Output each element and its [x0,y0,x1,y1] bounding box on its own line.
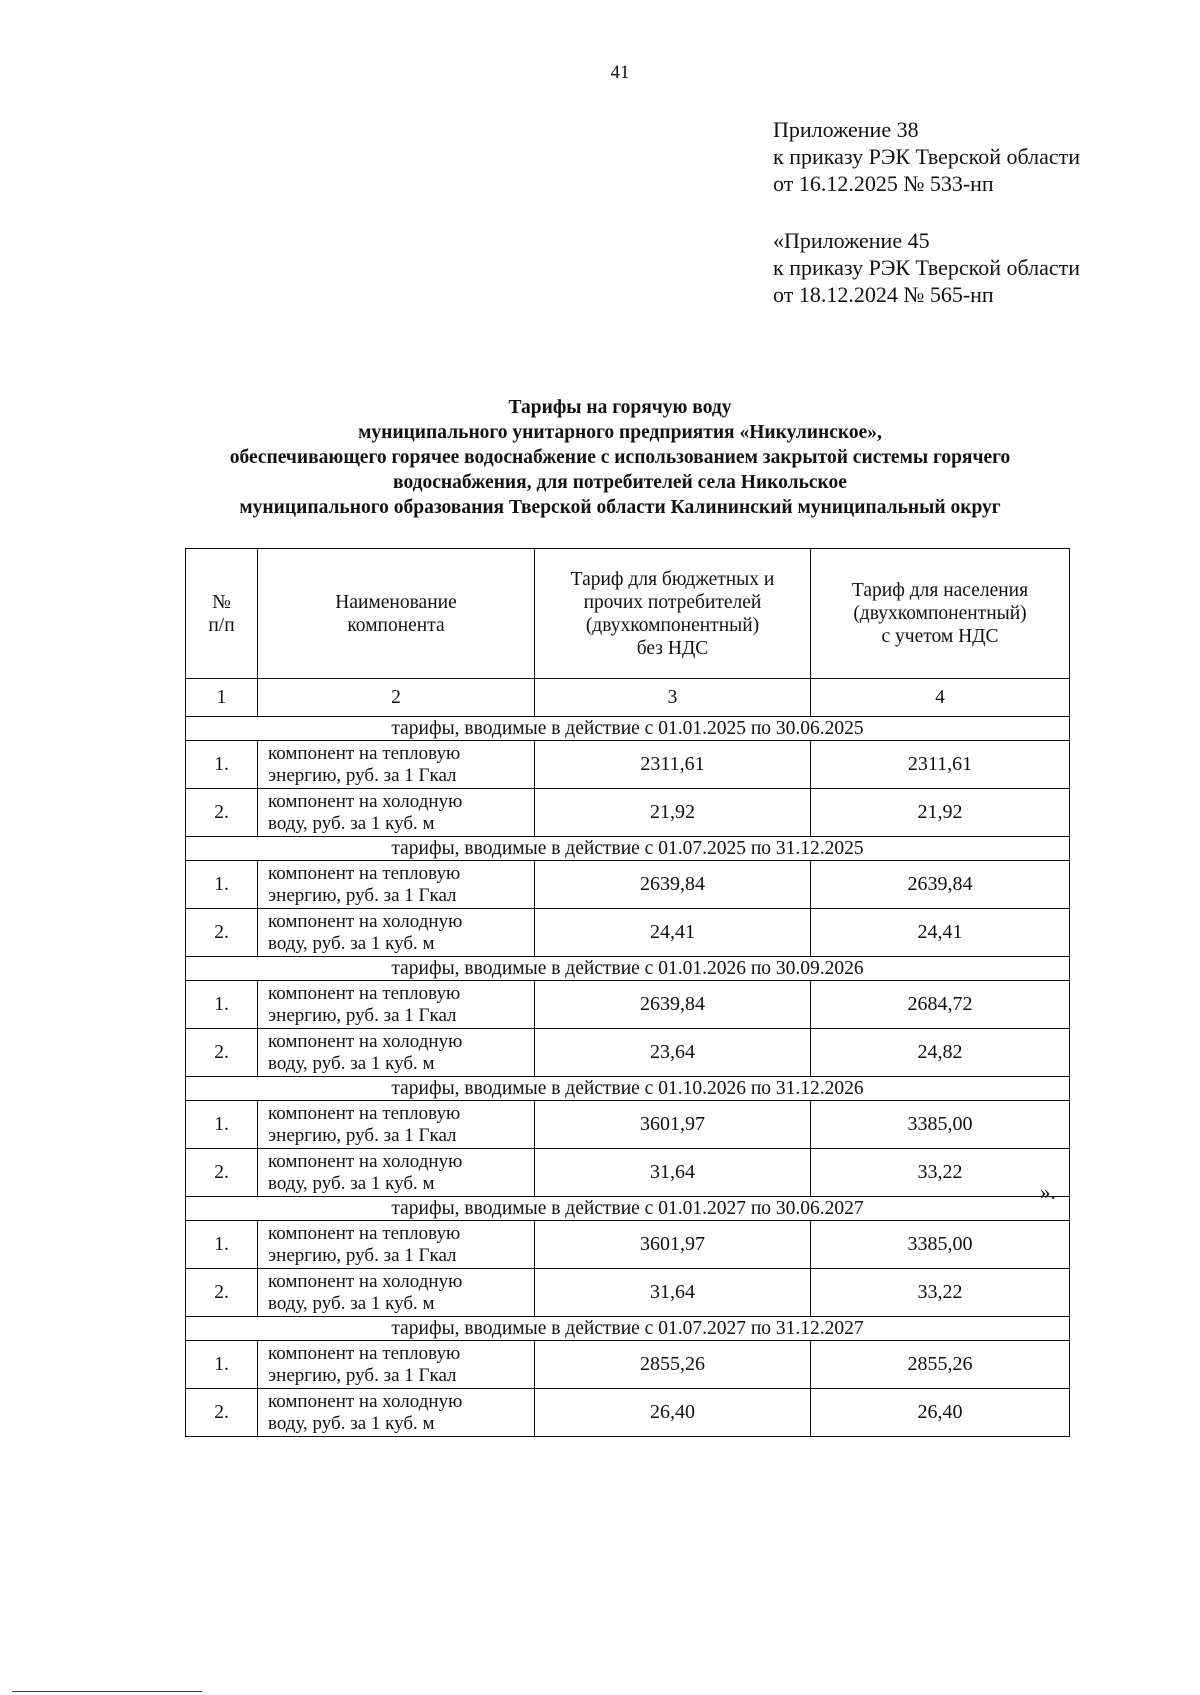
component-name-line: воду, руб. за 1 куб. м [268,1172,435,1194]
budget-tariff-value: 31,64 [535,1269,811,1317]
component-name-line: компонент на холодную [268,1270,463,1292]
component-name [258,741,535,789]
budget-tariff-value: 2639,84 [535,981,811,1029]
population-tariff-value: 33,22 [811,1269,1070,1317]
budget-tariff-value: 3601,97 [535,1101,811,1149]
component-name-line: компонент на холодную [268,790,463,812]
period-row [186,1077,1070,1101]
header-budget-line: Тариф для бюджетных и [570,568,775,590]
component-name-line: компонент на тепловую [268,1222,461,1244]
component-name-line: компонент на тепловую [268,1342,461,1364]
column-number-row [186,679,1070,717]
period-label: тарифы, вводимые в действие с 01.07.2027 по 31.12.2027 [186,1317,1070,1341]
component-name [258,981,535,1029]
component-name-line: компонент на тепловую [268,982,461,1004]
component-name [258,1221,535,1269]
period-label: тарифы, вводимые в действие с 01.10.2026 по 31.12.2026 [186,1077,1070,1101]
title-line: муниципального образования Тверской области Калининский муниципальный округ [239,497,1001,518]
header-population-line: с учетом НДС [881,626,999,647]
title-line: муниципального унитарного предприятия «Никулинское», [358,422,882,443]
table-header-row [186,549,1070,679]
population-tariff-value: 24,41 [811,909,1070,957]
table-row [186,981,1070,1029]
population-tariff-value: 2639,84 [811,861,1070,909]
period-row [186,837,1070,861]
row-number: 1. [186,1101,258,1149]
table-row [186,1029,1070,1077]
budget-tariff-value: 21,92 [535,789,811,837]
component-name-line: компонент на тепловую [268,742,461,764]
table-row [186,1101,1070,1149]
component-name-line: компонент на холодную [268,1390,463,1412]
component-name [258,1029,535,1077]
component-name [258,1269,535,1317]
row-number: 2. [186,909,258,957]
appendix-original-block [773,227,1080,308]
table-row [186,1341,1070,1389]
header-budget-line: (двухкомпонентный) [585,614,760,636]
title-line: Тарифы на горячую воду [508,397,732,418]
population-tariff-value: 3385,00 [811,1101,1070,1149]
row-number: 1. [186,1221,258,1269]
component-name-line: энергию, руб. за 1 Гкал [268,884,457,906]
appendix-current-line-3: от 16.12.2025 № 533-нп [773,171,994,196]
component-name-line: компонент на тепловую [268,1102,461,1124]
component-name-line: компонент на холодную [268,910,463,932]
row-number: 2. [186,1269,258,1317]
table-row [186,861,1070,909]
population-tariff-value: 26,40 [811,1389,1070,1437]
budget-tariff-value: 2639,84 [535,861,811,909]
title-line: обеспечивающего горячее водоснабжение с использованием закрытой системы горячего [229,447,1011,468]
budget-tariff-value: 31,64 [535,1149,811,1197]
column-number: 2 [258,679,535,717]
component-name-line: компонент на холодную [268,1150,463,1172]
closing-quote-mark: ». [1040,1180,1056,1204]
component-name [258,1389,535,1437]
component-name-line: энергию, руб. за 1 Гкал [268,1004,457,1026]
period-label: тарифы, вводимые в действие с 01.01.2025 по 30.06.2025 [186,717,1070,741]
budget-tariff-value: 2311,61 [535,741,811,789]
header-component-name [258,549,535,679]
component-name-line: воду, руб. за 1 куб. м [268,1412,435,1434]
appendix-current-line-2: к приказу РЭК Тверской области [773,144,1081,169]
header-budget-line: без НДС [636,637,709,659]
population-tariff-value: 2311,61 [811,741,1070,789]
document-title [150,395,1090,520]
component-name-line: энергию, руб. за 1 Гкал [268,764,457,786]
table-row [186,741,1070,789]
component-name-line: компонент на тепловую [268,862,461,884]
header-population-tariff [811,549,1070,679]
component-name-line: энергию, руб. за 1 Гкал [268,1364,457,1386]
appendix-original-line-2: к приказу РЭК Тверской области [773,255,1081,280]
component-name-line: энергию, руб. за 1 Гкал [268,1244,457,1266]
header-population-line: (двухкомпонентный) [853,603,1027,624]
table-row [186,789,1070,837]
table-row [186,1269,1070,1317]
header-population-line: Тариф для населения [851,580,1029,601]
title-line: водоснабжения, для потребителей села Никольское [393,472,847,493]
footer-divider [12,1691,202,1692]
table-row [186,1389,1070,1437]
appendix-current-block [773,116,1080,197]
period-row [186,1197,1070,1221]
header-number [186,549,258,679]
row-number: 1. [186,741,258,789]
budget-tariff-value: 3601,97 [535,1221,811,1269]
header-number-line: п/п [208,614,235,636]
header-component-line: Наименование [335,591,457,613]
header-budget-line: прочих потребителей [583,591,762,613]
component-name [258,1149,535,1197]
period-label: тарифы, вводимые в действие с 01.07.2025 по 31.12.2025 [186,837,1070,861]
table-row [186,1149,1070,1197]
appendix-original-line-3: от 18.12.2024 № 565-нп [773,282,994,307]
page-number: 41 [610,62,630,83]
component-name [258,1341,535,1389]
component-name-line: воду, руб. за 1 куб. м [268,1292,435,1314]
budget-tariff-value: 26,40 [535,1389,811,1437]
component-name [258,909,535,957]
period-label: тарифы, вводимые в действие с 01.01.2026 по 30.09.2026 [186,957,1070,981]
tariff-table [185,548,1070,1437]
component-name-line: воду, руб. за 1 куб. м [268,1052,435,1074]
component-name [258,1101,535,1149]
component-name-line: энергию, руб. за 1 Гкал [268,1124,457,1146]
population-tariff-value: 2855,26 [811,1341,1070,1389]
header-budget-tariff [535,549,811,679]
period-row [186,957,1070,981]
header-component-line: компонента [347,614,445,636]
row-number: 1. [186,1341,258,1389]
column-number: 3 [535,679,811,717]
column-number: 1 [186,679,258,717]
component-name-line: воду, руб. за 1 куб. м [268,932,435,954]
row-number: 2. [186,789,258,837]
component-name [258,789,535,837]
population-tariff-value: 24,82 [811,1029,1070,1077]
table-row [186,909,1070,957]
budget-tariff-value: 23,64 [535,1029,811,1077]
period-label: тарифы, вводимые в действие с 01.01.2027 по 30.06.2027 [186,1197,1070,1221]
header-number-line: № [212,591,231,613]
period-row [186,717,1070,741]
row-number: 1. [186,861,258,909]
row-number: 1. [186,981,258,1029]
budget-tariff-value: 24,41 [535,909,811,957]
population-tariff-value: 21,92 [811,789,1070,837]
appendix-original-line-1: «Приложение 45 [773,228,930,253]
component-name-line: компонент на холодную [268,1030,463,1052]
table-row [186,1221,1070,1269]
population-tariff-value: 33,22 [811,1149,1070,1197]
row-number: 2. [186,1389,258,1437]
period-row [186,1317,1070,1341]
column-number: 4 [811,679,1070,717]
row-number: 2. [186,1149,258,1197]
row-number: 2. [186,1029,258,1077]
population-tariff-value: 3385,00 [811,1221,1070,1269]
component-name-line: воду, руб. за 1 куб. м [268,812,435,834]
component-name [258,861,535,909]
population-tariff-value: 2684,72 [811,981,1070,1029]
appendix-current-line-1: Приложение 38 [773,117,919,142]
budget-tariff-value: 2855,26 [535,1341,811,1389]
